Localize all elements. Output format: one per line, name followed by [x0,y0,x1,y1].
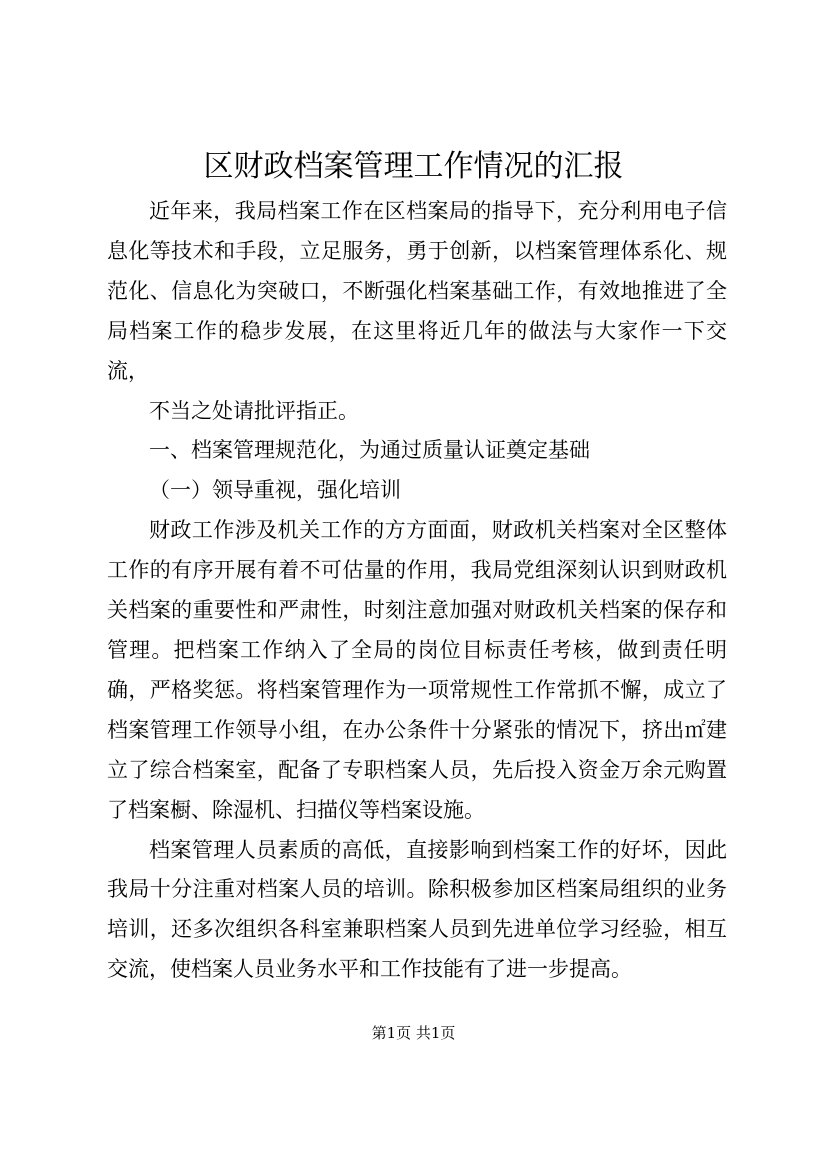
subsection-heading-1: （一）领导重视，强化培训 [149,478,401,503]
page-footer: 第1页 共1页 [371,1024,456,1042]
section-heading-1: 一、档案管理规范化，为通过质量认证奠定基础 [149,438,590,463]
paragraph-intro: 近年来，我局档案工作在区档案局的指导下，充分利用电子信息化等技术和手段，立足服务，勇于创新，以档案管理体系化、规范化、信息化为突破口，不断强化档案基础工作，有效地推进了全局档案工作的稳步发展，在这里将近几年的做法与大家作一下交流， [107,199,727,383]
document-body [107,192,727,990]
paragraph-training: 档案管理人员素质的高低，直接影响到档案工作的好坏，因此我局十分注重对档案人员的培训。除积极参加区档案局组织的业务培训，还多次组织各科室兼职档案人员到先进单位学习经验，相互交流，使档案人员业务水平和工作技能有了进一步提高。 [107,837,727,982]
document-title: 区财政档案管理工作情况的汇报 [203,149,624,184]
paragraph-request: 不当之处请批评指正。 [149,398,359,423]
paragraph-leadership: 财政工作涉及机关工作的方方面面，财政机关档案对全区整体工作的有序开展有着不可估量的作用，我局党组深刻认识到财政机关档案的重要性和严肃性，时刻注意加强对财政机关档案的保存和管理。把档案工作纳入了全局的岗位目标责任考核，做到责任明确，严格奖惩。将档案管理作为一项常规性工作常抓不懈，成立了档案管理工作领导小组，在办公条件十分紧张的情况下，挤出㎡建立了综合档案室，配备了专职档案人员，先后投入资金万余元购置了档案橱、除湿机、扫描仪等档案设施。 [107,518,727,822]
